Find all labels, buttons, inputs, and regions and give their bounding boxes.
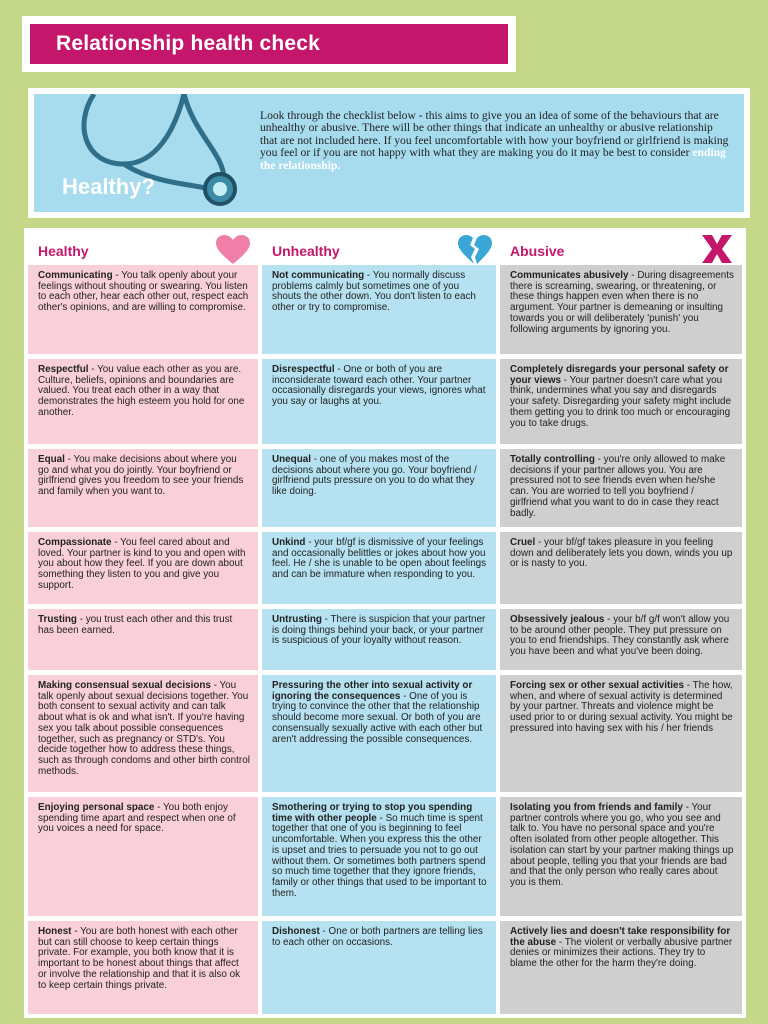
behaviour-description: - your bf/gf is dismissive of your feelings and occasionally belittles or jokes about how you feel. He / she is unable to be open about feelings and can be immature when responding to you. (272, 537, 487, 581)
behaviour-description: - You talk openly about sexual decisions together. You both consent to sexual activity and can talk about what is ok and what isn't. If you're having sex you talk about possible consequences together, such as pregnancy or STD's. You decide together how to address these things, such as through condoms and other birth control methods. (38, 680, 250, 777)
intro-inner (34, 94, 744, 212)
behaviour-description: - You feel cared about and loved. Your partner is kind to you and open with you about how they feel. If you are down about something they listen to you and give you support. (38, 537, 246, 591)
behaviour-description: - The how, when, and where of sexual activity is determined by your partner. Threats and violence might be used prior to or during sexual activity. You might be pressured into having sex with his / her friends (510, 680, 733, 734)
page-title: Relationship health check (30, 24, 508, 64)
behaviour-description: - You normally discuss problems calmly but sometimes one of you shouts the other down. You don't listen to each other or try to compromise. (272, 270, 476, 314)
column-header-label: Healthy (38, 243, 89, 259)
behaviour-term: Dishonest (272, 926, 320, 937)
behaviour-description: - Your partner controls where you go, who you see and talk to. You have no personal space and you're often isolated from other people altogether. This isolation can start by your partner making things up about people, telling you that your friends are bad and that the only person who really cares about you is them. (510, 802, 734, 888)
behaviour-description: - One of you is trying to convince the other that the relationship should become more sexual. Or both of you are consensually sexually active with each other but aren't addressing the possible consequences. (272, 690, 483, 745)
behaviour-term: Unkind (272, 537, 306, 548)
behaviour-description: - One or both of you are inconsiderate toward each other. Your partner occasionally disregards your views, ignores what you say or laughs at you. (272, 364, 486, 408)
behaviour-description: - The violent or verbally abusive partner denies or minimizes their actions. They try to blame the other for the harm they're doing. (510, 936, 733, 970)
behaviour-description: - one of you makes most of the decisions about where you go. Your boyfriend / girlfriend puts pressure on you to do what they like doing. (272, 454, 477, 498)
checklist-cell-healthy (28, 797, 258, 916)
checklist-cell-unhealthy (262, 265, 496, 354)
behaviour-description: - Your partner doesn't care what you think, undermines what you say and disregards your safety. Disregarding your safety might include them getting you to drink too much or encouraging you to take drugs. (510, 374, 732, 429)
checklist-cell-unhealthy (262, 675, 496, 792)
behaviour-term: Communicates abusively (510, 270, 629, 281)
intro-text (260, 110, 730, 172)
behaviour-term: Obsessively jealous (510, 614, 605, 625)
behaviour-term: Pressuring the other into sexual activity or ignoring the consequences (272, 680, 473, 702)
behaviour-term: Isolating you from friends and family (510, 802, 683, 813)
column-header-abusive (500, 232, 742, 266)
checklist-cell-abusive (500, 797, 742, 916)
checklist-cell-healthy (28, 359, 258, 444)
checklist-cell-healthy (28, 921, 258, 1014)
column-header-unhealthy (262, 232, 496, 266)
behaviour-term: Making consensual sexual decisions (38, 680, 211, 691)
checklist-cell-healthy (28, 675, 258, 792)
checklist-cell-healthy (28, 449, 258, 527)
checklist-cell-unhealthy (262, 359, 496, 444)
broken-heart-icon (458, 235, 492, 265)
checklist-cell-abusive (500, 675, 742, 792)
behaviour-term: Respectful (38, 364, 89, 375)
checklist-cell-unhealthy (262, 921, 496, 1014)
behaviour-description: - you trust each other and this trust has been earned. (38, 614, 233, 636)
behaviour-term: Cruel (510, 537, 536, 548)
checklist-cell-abusive (500, 609, 742, 670)
behaviour-term: Trusting (38, 614, 77, 625)
checklist-grid (24, 228, 746, 1018)
checklist-cell-unhealthy (262, 449, 496, 527)
behaviour-term: Honest (38, 926, 72, 937)
behaviour-term: Equal (38, 454, 65, 465)
cross-icon (700, 233, 734, 265)
behaviour-term: Communicating (38, 270, 113, 281)
checklist-cell-unhealthy (262, 532, 496, 604)
checklist-cell-abusive (500, 921, 742, 1014)
behaviour-description: - your b/f g/f won't allow you to be around other people. They put pressure on you to end friendships. They constantly ask where you have been and what you've been doing. (510, 614, 730, 658)
healthy-question-label: Healthy? (62, 174, 155, 199)
behaviour-term: Totally controlling (510, 454, 595, 465)
behaviour-term: Enjoying personal space (38, 802, 155, 813)
heart-icon (216, 235, 250, 265)
behaviour-description: - You both enjoy spending time apart and respect when one of you voices a need for space. (38, 802, 236, 835)
intro-panel (28, 88, 750, 218)
column-header-label: Abusive (510, 243, 565, 259)
column-header-healthy (28, 232, 258, 266)
behaviour-description: - During disagreements there is screaming, swearing, or threatening, or these things happen even when there is no argument. Your partner is demeaning or insulting towards you or will deliberately 'punish' you following arguments by ignoring you. (510, 270, 734, 335)
checklist-cell-unhealthy (262, 609, 496, 670)
behaviour-description: - So much time is spent together that one of you is beginning to feel uncomfortable. When you express this the other is upset and tries to persuade you not to go out without them. Or sometimes both partners spend so much time together that they ignore friends, family or other things that used to be important to them. (272, 812, 487, 899)
behaviour-description: - you're only allowed to make decisions if your partner allows you. You are pressured not to see friends even when he/she can. You are worried to tell you boyfriend / girlfriend what you want to do in case they react badly. (510, 454, 726, 519)
checklist-cell-abusive (500, 265, 742, 354)
behaviour-description: - You value each other as you are. Culture, beliefs, opinions and boundaries are valued. You treat each other in a way that demonstrates the high esteem you hold for one another. (38, 364, 245, 418)
behaviour-description: - One or both partners are telling lies to each other on occasions. (272, 926, 483, 948)
checklist-cell-healthy (28, 532, 258, 604)
behaviour-term: Completely disregards your personal safety or your views (510, 364, 729, 386)
behaviour-description: - You are both honest with each other but can still choose to keep certain things private. For example, you both know that it is important to be honest about things that affect or involve the relationship and that it is also ok to keep certain things private. (38, 926, 241, 991)
checklist-cell-healthy (28, 609, 258, 670)
behaviour-term: Compassionate (38, 537, 112, 548)
title-box (22, 16, 516, 72)
checklist-cell-abusive (500, 359, 742, 444)
intro-body: Look through the checklist below - this aims to give you an idea of some of the behaviours that are unhealthy or abusive. There will be other things that indicate an unhealthy or abusive relationship that are not included here. If you feel uncomfortable with how your boyfriend or girlfriend is making you feel or if you are not happy with what they are making you do it may be best to consider (260, 109, 729, 160)
behaviour-description: - You make decisions about where you go and what you do jointly. Your boyfriend or girlfriend gives you freedom to see your friends and family when you want to. (38, 454, 244, 498)
column-header-label: Unhealthy (272, 243, 340, 259)
behaviour-term: Disrespectful (272, 364, 335, 375)
checklist-cell-abusive (500, 532, 742, 604)
behaviour-term: Not communicating (272, 270, 365, 281)
behaviour-description: - There is suspicion that your partner is doing things behind your back, or your partner is suspicious of your loyalty without reason. (272, 614, 486, 647)
checklist-cell-abusive (500, 449, 742, 527)
behaviour-term: Untrusting (272, 614, 322, 625)
checklist-cell-healthy (28, 265, 258, 354)
ending-relationship-link[interactable]: ending the relationship. (260, 146, 726, 172)
behaviour-term: Forcing sex or other sexual activities (510, 680, 684, 691)
behaviour-description: - You talk openly about your feelings without shouting or swearing. You listen to each other, hear each other out, respect each other's opinions, and are willing to compromise. (38, 270, 249, 314)
behaviour-description: - your bf/gf takes pleasure in you feeling down and deliberately lets you down, winds you up or is nasty to you. (510, 537, 733, 570)
checklist-cell-unhealthy (262, 797, 496, 916)
behaviour-term: Unequal (272, 454, 311, 465)
behaviour-term: Smothering or trying to stop you spending time with other people (272, 802, 473, 824)
behaviour-term: Actively lies and doesn't take responsibility for the abuse (510, 926, 731, 948)
